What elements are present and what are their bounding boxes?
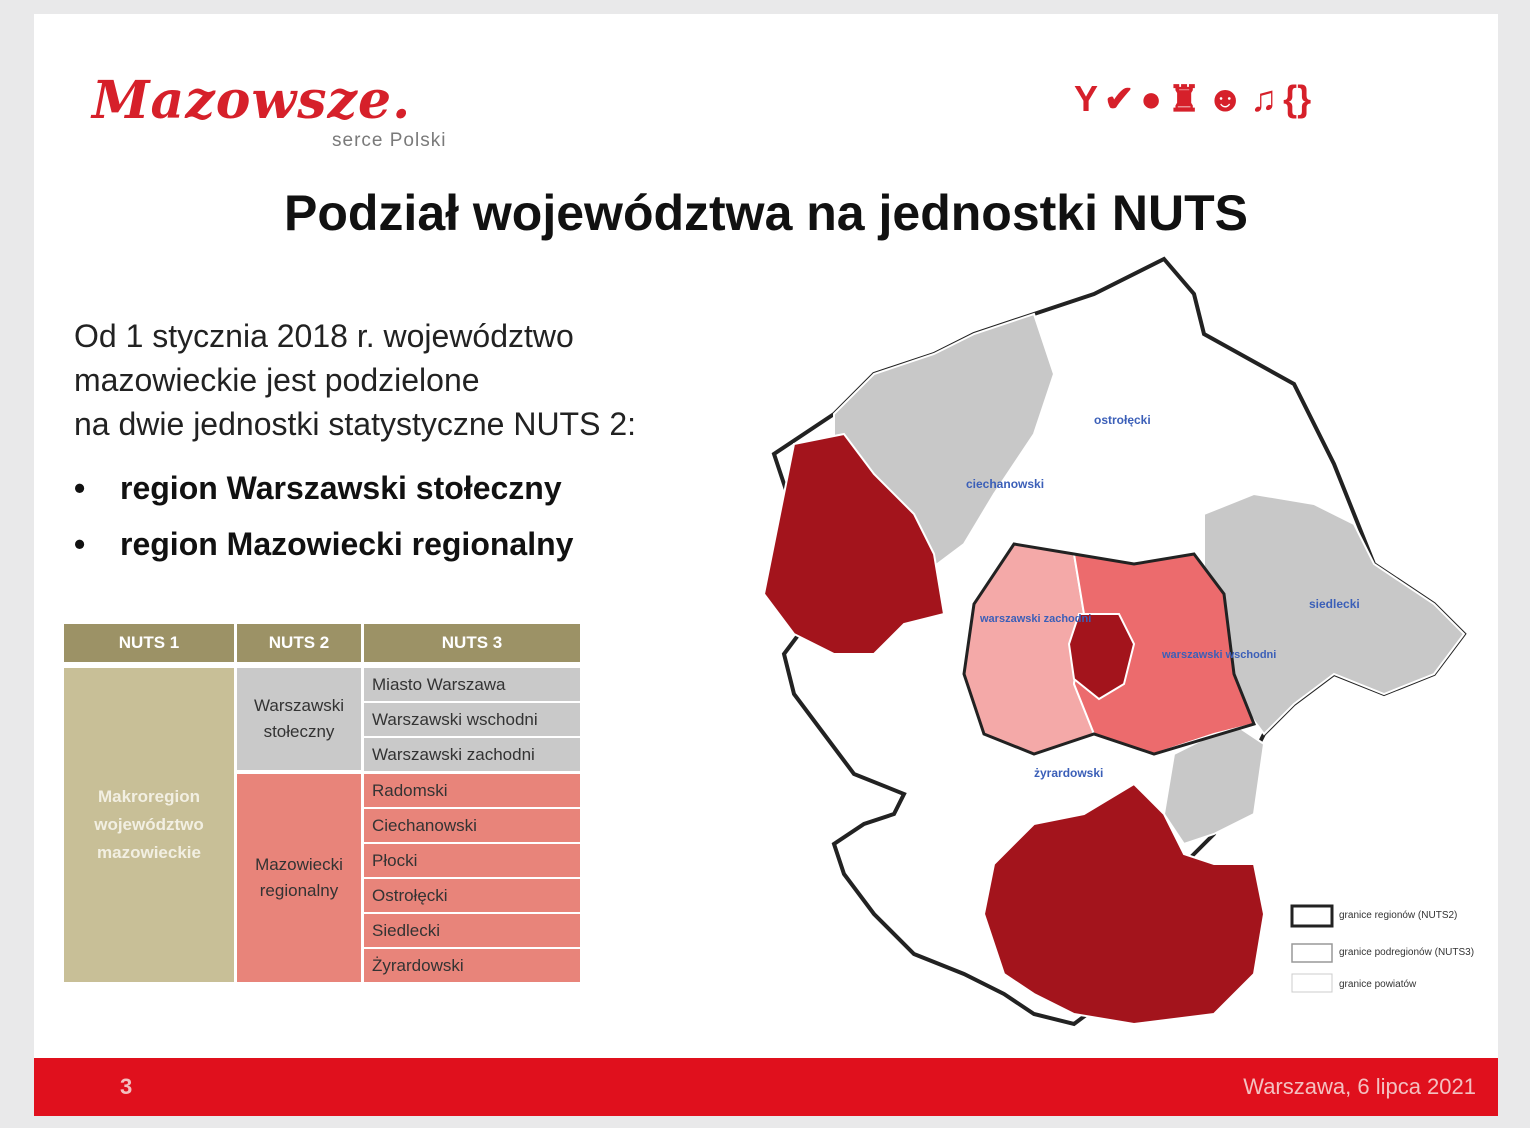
bird-icon: ✔ — [1104, 78, 1135, 119]
map-label-ciechanowski: ciechanowski — [966, 477, 1045, 491]
intro-text — [74, 314, 754, 446]
nuts3-cell: Ostrołęcki — [364, 879, 580, 912]
intro-line: mazowieckie jest podzielone — [74, 362, 480, 398]
mazowsze-logo — [92, 70, 472, 160]
header-nuts2: NUTS 2 — [237, 624, 361, 662]
nuts3-cell: Radomski — [364, 774, 580, 807]
music-note-icon: ♫ — [1250, 78, 1278, 119]
nuts3-cell: Siedlecki — [364, 914, 580, 947]
header-nuts1: NUTS 1 — [64, 624, 234, 662]
castle-icon: ♜ — [1167, 78, 1201, 119]
nuts-table — [64, 624, 580, 984]
mask-icon: ☻ — [1206, 78, 1245, 119]
page-number: 3 — [120, 1074, 133, 1099]
logo-wordmark: Mazowsze. — [92, 70, 412, 131]
map-label-zyrardowski: żyrardowski — [1034, 766, 1104, 780]
intro-line: na dwie jednostki statystyczne NUTS 2: — [74, 406, 637, 442]
bullet-text: region Mazowiecki regionalny — [120, 526, 574, 562]
legend-item: granice powiatów — [1339, 979, 1417, 990]
nuts-map — [734, 254, 1504, 1054]
map-label-ostrolecki: ostrołęcki — [1094, 413, 1151, 427]
footer-bar — [34, 1058, 1498, 1116]
nuts3-cell: Żyrardowski — [364, 949, 580, 982]
legend-item: granice podregionów (NUTS3) — [1339, 947, 1475, 958]
intro-line: Od 1 stycznia 2018 r. województwo — [74, 318, 574, 354]
bullet-list — [74, 466, 573, 578]
nuts3-cell: Warszawski wschodni — [364, 703, 580, 736]
nuts2-stoleczny: Warszawski stołeczny — [237, 668, 361, 770]
map-legend — [1292, 906, 1474, 992]
map-label-siedlecki: siedlecki — [1309, 597, 1360, 611]
footer-date: Warszawa, 6 lipca 2021 — [1243, 1074, 1476, 1099]
nuts3-cell: Ciechanowski — [364, 809, 580, 842]
nuts1-cell: Makroregion województwo mazowieckie — [64, 668, 234, 982]
bullet-text: region Warszawski stołeczny — [120, 470, 562, 506]
page-title: Podział województwa na jednostki NUTS — [284, 185, 1248, 241]
nuts3-cell: Warszawski zachodni — [364, 738, 580, 771]
header-nuts3: NUTS 3 — [364, 624, 580, 662]
slide — [34, 14, 1498, 1116]
planet-icon: ● — [1140, 78, 1162, 119]
nuts3-cell: Płocki — [364, 844, 580, 877]
map-label-warszawski-wschodni: warszawski wschodni — [1162, 649, 1277, 661]
logo-tagline: serce Polski — [332, 130, 447, 151]
bullet-item: • region Mazowiecki regionalny — [74, 526, 574, 562]
nuts3-cell: Miasto Warszawa — [364, 668, 580, 701]
decorative-icons — [1074, 74, 1444, 124]
goblet-icon: Y — [1074, 78, 1099, 119]
map-label-warszawski-zachodni: warszawski zachodni — [980, 613, 1092, 625]
nuts2-regionalny: Mazowiecki regionalny — [237, 774, 361, 982]
bullet-item: • region Warszawski stołeczny — [74, 470, 562, 506]
legend-item: granice regionów (NUTS2) — [1339, 910, 1458, 921]
bracket-icon: {} — [1283, 78, 1312, 119]
